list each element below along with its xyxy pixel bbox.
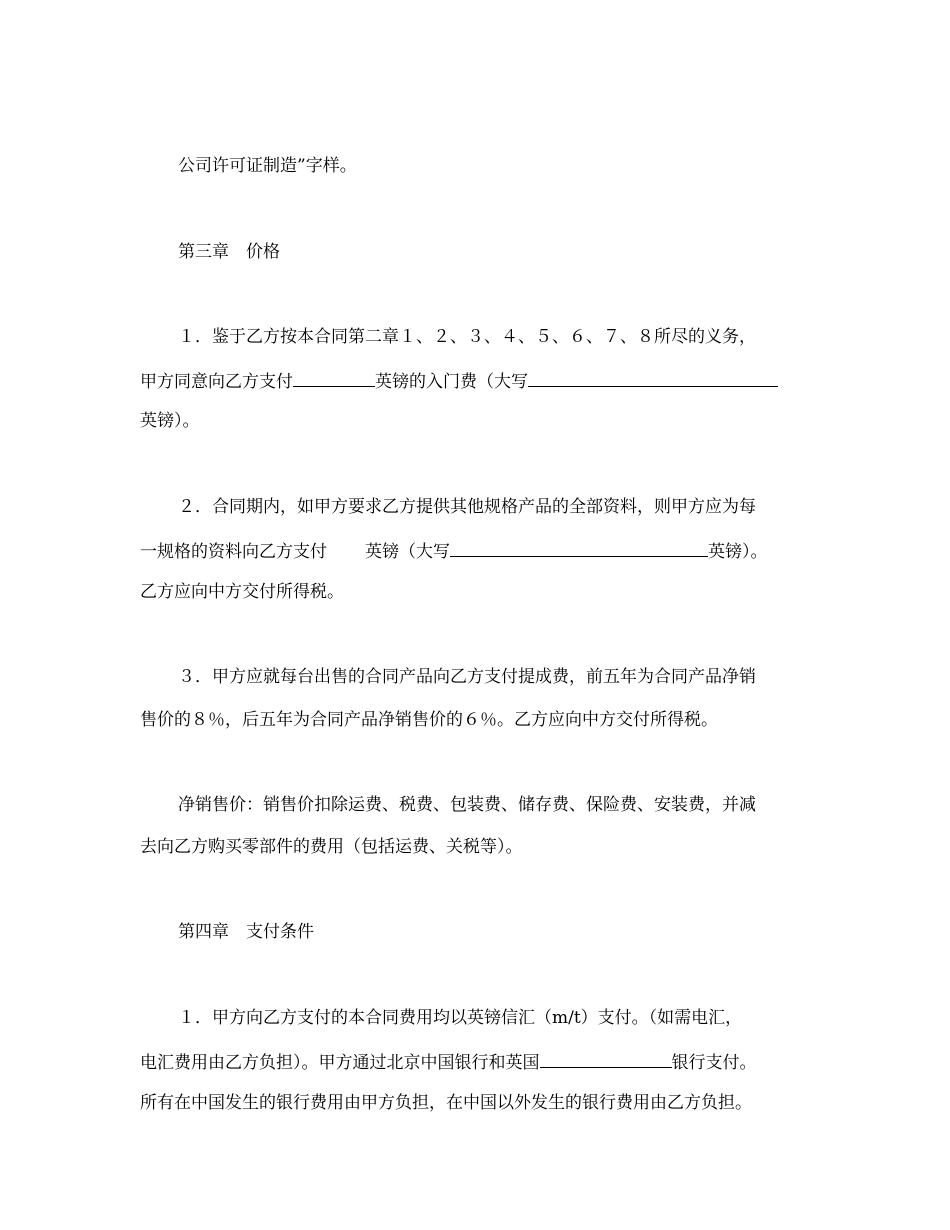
ch4-clause1-line2 <box>140 1049 820 1075</box>
ch3-clause1-line2 <box>140 368 820 394</box>
ch4-clause1-line1: １．甲方向乙方支付的本合同费用均以英镑信汇（m/t）支付。（如需电汇， <box>178 1008 743 1028</box>
spec-fee-words-blank <box>450 538 708 557</box>
entry-fee-amount-blank <box>293 368 375 387</box>
uk-bank-name-blank <box>540 1049 672 1068</box>
ch3-clause2-line2-text-b: 英镑（大写 <box>365 542 450 562</box>
ch3-clause1-line2-text-a: 甲方同意向乙方支付 <box>140 372 293 392</box>
ch3-clause2-line2-text-c: 英镑）。 <box>708 542 768 562</box>
chapter4-heading: 第四章 支付条件 <box>178 922 314 942</box>
chapter2-tail-text: 公司许可证制造”字样。 <box>178 156 357 176</box>
ch3-clause1-line2-text-b: 英镑的入门费（大写 <box>375 372 528 392</box>
net-sales-price-line1: 净销售价：销售价扣除运费、税费、包装费、储存费、保险费、安装费，并减 <box>178 795 756 815</box>
net-sales-price-line2: 去向乙方购买零部件的费用（包括运费、关税等）。 <box>140 837 523 857</box>
ch3-clause2-line2-text-a: 一规格的资料向乙方支付 <box>140 542 327 562</box>
ch3-clause1-line3: 英镑）。 <box>140 411 200 431</box>
entry-fee-words-blank <box>528 368 778 387</box>
ch4-clause1-line2-text-b: 银行支付。 <box>671 1053 757 1073</box>
ch3-clause3-line1: ３．甲方应就每台出售的合同产品向乙方支付提成费，前五年为合同产品净销 <box>178 667 756 687</box>
ch3-clause3-line2: 售价的８％，后五年为合同产品净销售价的６％。乙方应向中方交付所得税。 <box>140 710 718 730</box>
ch3-clause1-line1: １．鉴于乙方按本合同第二章１、２、３、４、５、６、７、８所尽的义务， <box>178 327 756 347</box>
chapter3-heading: 第三章 价格 <box>178 242 280 262</box>
ch3-clause2-line2 <box>140 538 820 564</box>
ch4-clause1-line3: 所有在中国发生的银行费用由甲方负担，在中国以外发生的银行费用由乙方负担。 <box>140 1093 752 1113</box>
ch4-clause1-line2-text-a: 电汇费用由乙方负担）。甲方通过北京中国银行和英国 <box>140 1053 540 1073</box>
ch3-clause2-line1: ２．合同期内，如甲方要求乙方提供其他规格产品的全部资料，则甲方应为每 <box>178 497 756 517</box>
ch3-clause2-line3: 乙方应向中方交付所得税。 <box>140 582 344 602</box>
